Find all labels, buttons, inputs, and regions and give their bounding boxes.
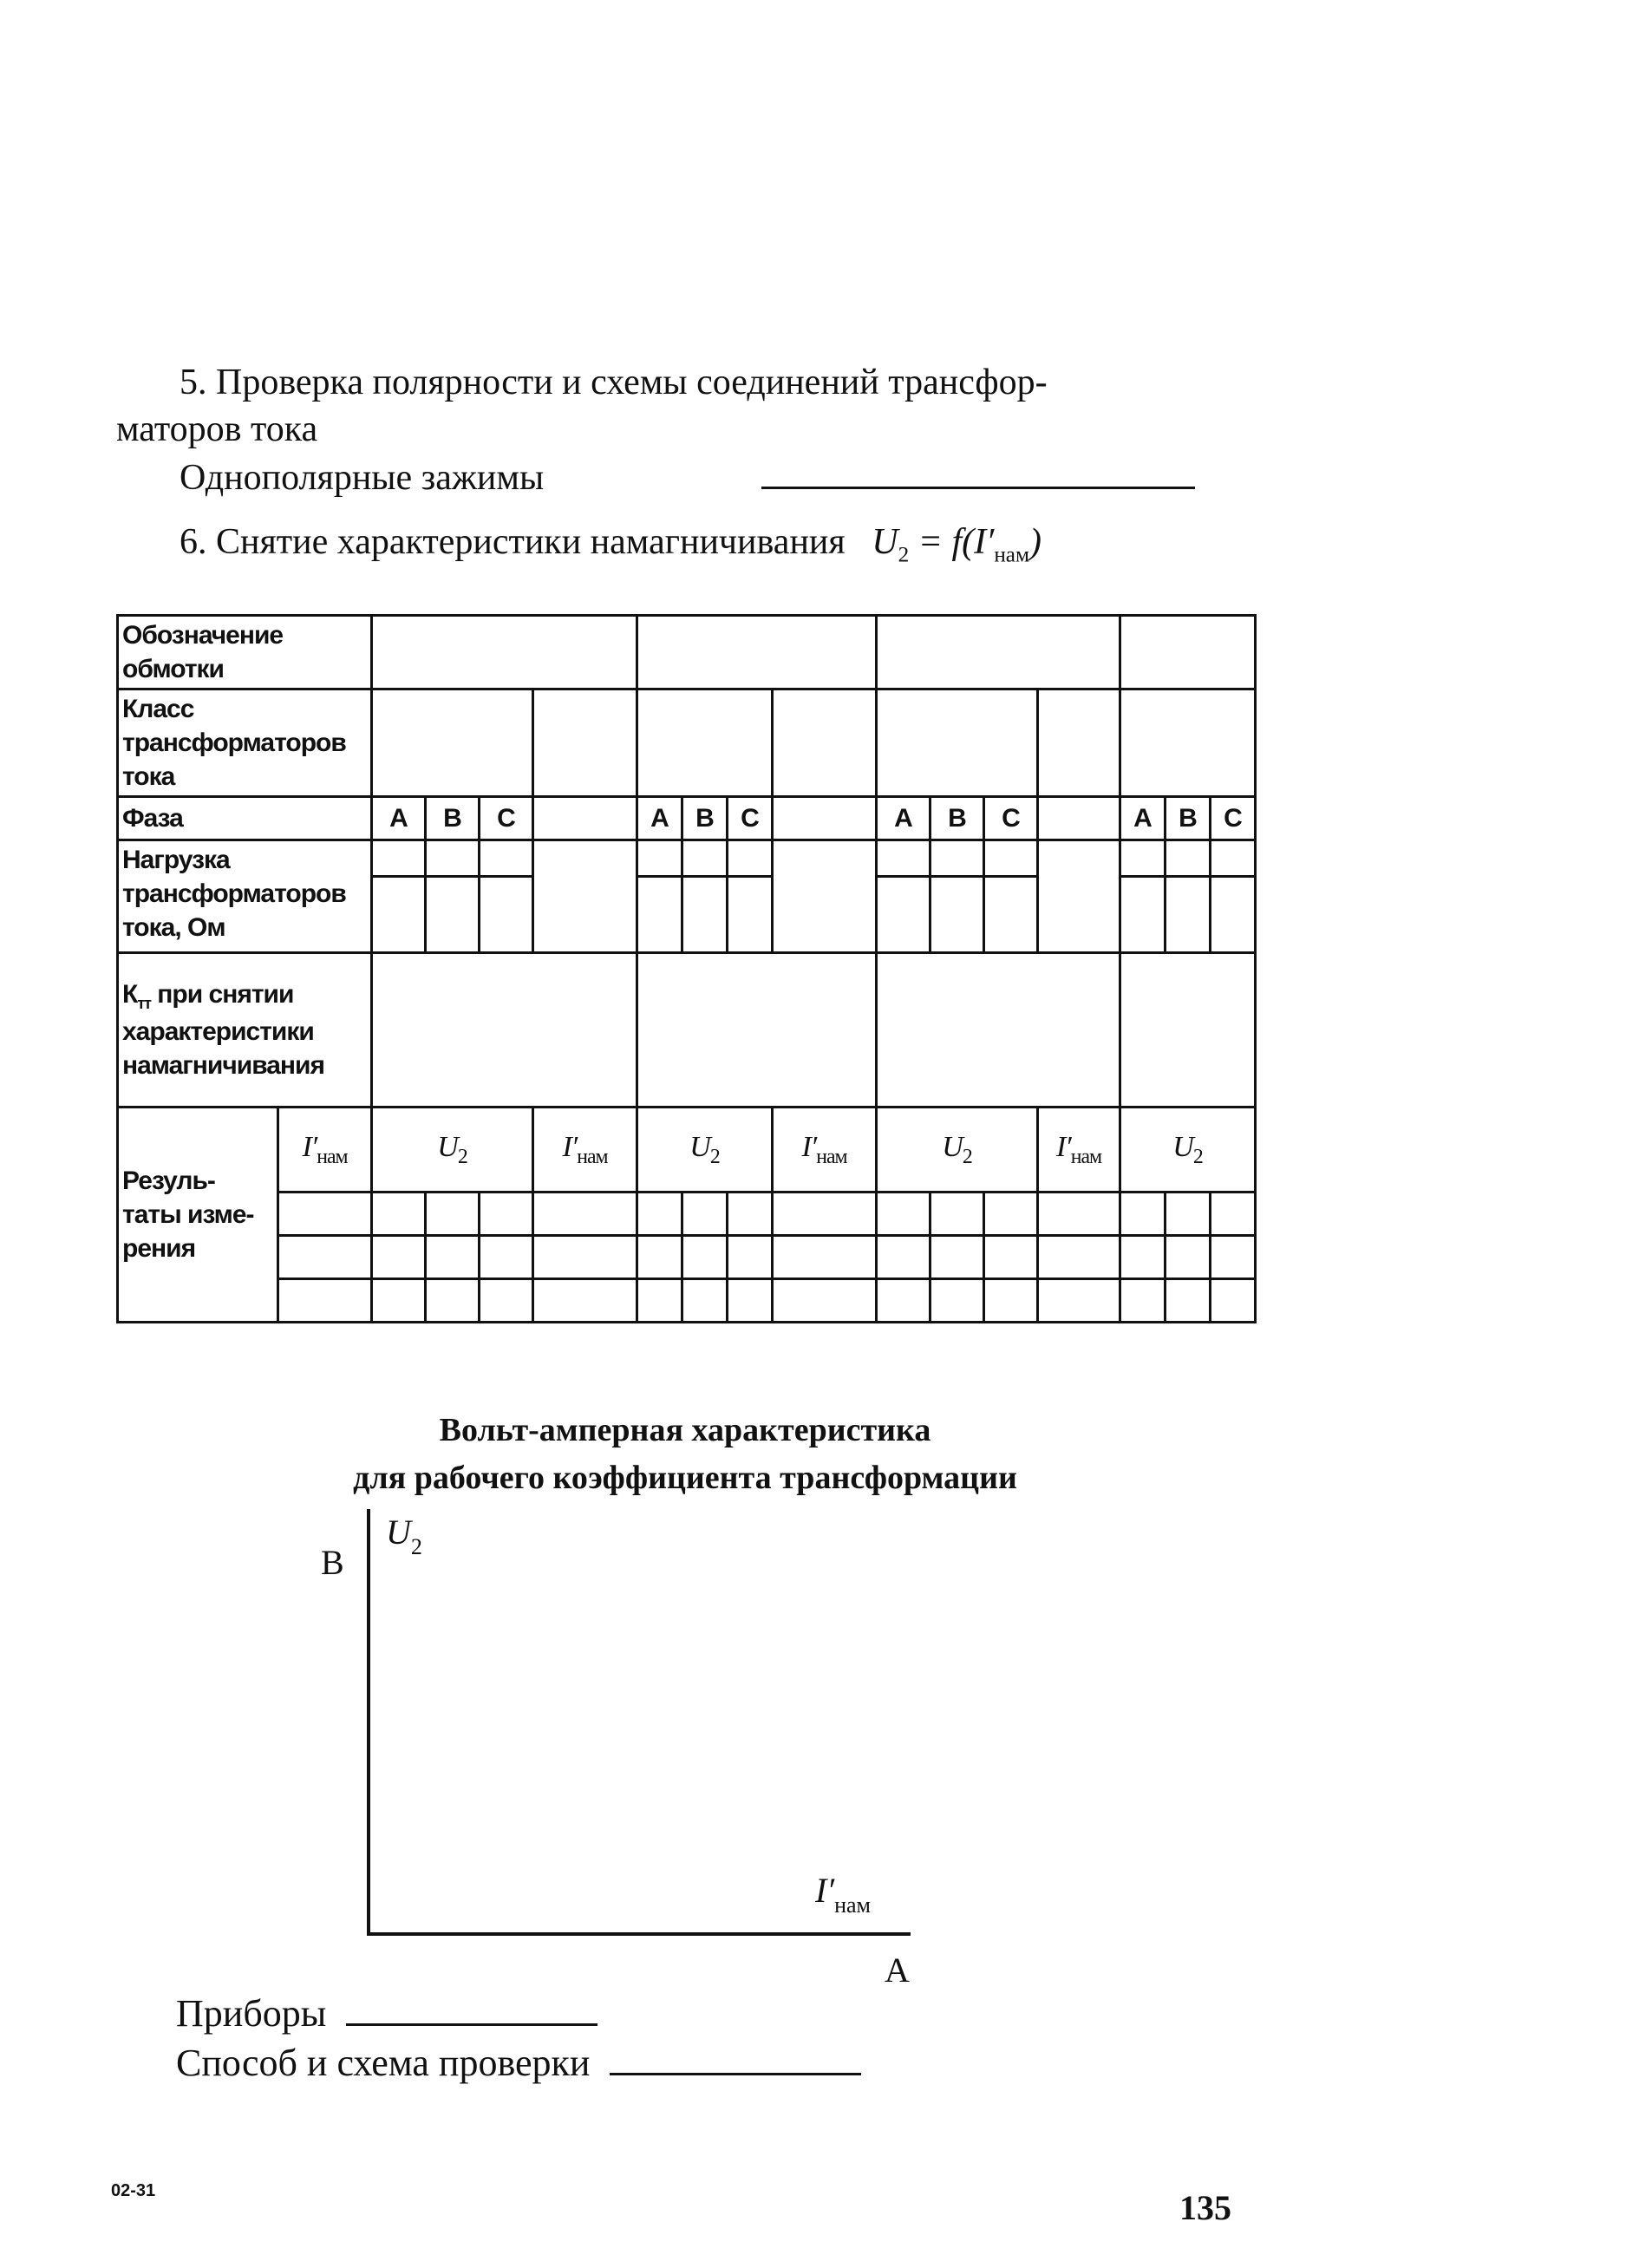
- result-cell[interactable]: [1120, 1279, 1166, 1323]
- phase-b-2: B: [682, 797, 728, 840]
- page-number: 135: [1179, 2188, 1231, 2227]
- result-cell[interactable]: [637, 1193, 682, 1236]
- winding-cell-1[interactable]: [372, 616, 637, 689]
- winding-label: Обозначение обмотки: [118, 616, 372, 689]
- load-cell[interactable]: [372, 840, 426, 877]
- method-label: Способ и схема проверки: [176, 2042, 591, 2084]
- volt-ampere-chart: [286, 1505, 945, 1990]
- phase-gap-3: [1038, 797, 1120, 840]
- winding-cell-2[interactable]: [637, 616, 877, 689]
- result-cell[interactable]: [773, 1279, 877, 1323]
- result-cell[interactable]: [930, 1193, 984, 1236]
- class-cell-2[interactable]: [637, 689, 773, 797]
- result-cell[interactable]: [1120, 1236, 1166, 1279]
- result-cell[interactable]: [1038, 1193, 1120, 1236]
- result-cell[interactable]: [637, 1236, 682, 1279]
- load-label: Нагрузка трансформаторов тока, Ом: [118, 840, 372, 953]
- result-cell[interactable]: [1211, 1193, 1256, 1236]
- unipolar-terminals-label: Однополярные зажимы: [180, 458, 545, 498]
- load-cell[interactable]: [637, 840, 682, 877]
- phase-b-4: B: [1166, 797, 1211, 840]
- results-label: Резуль-таты изме-рения: [118, 1108, 278, 1323]
- result-cell[interactable]: [930, 1236, 984, 1279]
- chart-title-line-2: для рабочего коэффициента трансформации: [353, 1460, 1017, 1497]
- result-cell[interactable]: [1166, 1236, 1211, 1279]
- instruments-blank[interactable]: [346, 2022, 597, 2026]
- load-cell[interactable]: [637, 877, 682, 953]
- result-cell[interactable]: [1166, 1193, 1211, 1236]
- ktt-label: $К_{тт}$ при снятии характеристики намагничивания: [118, 953, 372, 1108]
- i-nam-header-2: $I'_{нам}$: [533, 1108, 637, 1193]
- result-cell[interactable]: [533, 1193, 637, 1236]
- load-cell[interactable]: [728, 840, 773, 877]
- class-cell-2b[interactable]: [773, 689, 877, 797]
- chart-title: [260, 1407, 1110, 1502]
- ktt-cell-2[interactable]: [637, 953, 877, 1108]
- winding-cell-3[interactable]: [877, 616, 1120, 689]
- result-cell[interactable]: [1211, 1279, 1256, 1323]
- phase-c-1: C: [480, 797, 533, 840]
- phase-c-2: C: [728, 797, 773, 840]
- load-cell[interactable]: [1120, 840, 1166, 877]
- result-cell[interactable]: [728, 1279, 773, 1323]
- class-cell-3[interactable]: [877, 689, 1038, 797]
- load-cell[interactable]: [930, 840, 984, 877]
- load-gap: [1038, 840, 1120, 953]
- load-cell[interactable]: [1166, 877, 1211, 953]
- result-cell[interactable]: [480, 1279, 533, 1323]
- instruments-label: Приборы: [176, 1992, 327, 2035]
- load-cell[interactable]: [480, 877, 533, 953]
- load-cell[interactable]: [1211, 877, 1256, 953]
- phase-a-2: A: [637, 797, 682, 840]
- instruments-field: [176, 1993, 597, 2035]
- table-row-results-2: [118, 1236, 1256, 1279]
- y-axis-label: $U_2$: [386, 1513, 422, 1559]
- load-cell[interactable]: [426, 840, 480, 877]
- section-6-heading: [180, 522, 1041, 567]
- winding-cell-4[interactable]: [1120, 616, 1256, 689]
- result-cell[interactable]: [682, 1193, 728, 1236]
- phase-a-1: A: [372, 797, 426, 840]
- table-row-results-1: [118, 1193, 1256, 1236]
- x-unit-label: A: [885, 1951, 910, 1990]
- u2-header-3: $U_2$: [877, 1108, 1038, 1193]
- load-cell[interactable]: [877, 877, 930, 953]
- result-cell[interactable]: [1038, 1236, 1120, 1279]
- phase-c-3: C: [984, 797, 1038, 840]
- result-cell[interactable]: [682, 1279, 728, 1323]
- load-gap: [533, 840, 637, 953]
- unipolar-terminals-field: [180, 458, 1195, 498]
- table-row-winding: [118, 616, 1256, 689]
- result-cell[interactable]: [278, 1193, 372, 1236]
- load-cell[interactable]: [984, 877, 1038, 953]
- result-cell[interactable]: [278, 1279, 372, 1323]
- phase-label: Фаза: [118, 797, 372, 840]
- table-row-results-3: [118, 1279, 1256, 1323]
- table-row-class: [118, 689, 1256, 797]
- load-cell[interactable]: [1211, 840, 1256, 877]
- result-cell[interactable]: [480, 1193, 533, 1236]
- load-cell[interactable]: [682, 840, 728, 877]
- document-code: 02-31: [111, 2181, 156, 2200]
- method-blank[interactable]: [610, 2072, 861, 2075]
- result-cell[interactable]: [728, 1193, 773, 1236]
- load-cell[interactable]: [1120, 877, 1166, 953]
- result-cell[interactable]: [984, 1193, 1038, 1236]
- class-cell-3b[interactable]: [1038, 689, 1120, 797]
- ktt-cell-1[interactable]: [372, 953, 637, 1108]
- ktt-cell-4[interactable]: [1120, 953, 1256, 1108]
- section-5-line-2: маторов тока: [116, 409, 318, 449]
- result-cell[interactable]: [426, 1279, 480, 1323]
- result-cell[interactable]: [278, 1236, 372, 1279]
- load-cell[interactable]: [480, 840, 533, 877]
- u2-header-1: $U_2$: [372, 1108, 533, 1193]
- result-cell[interactable]: [930, 1279, 984, 1323]
- result-cell[interactable]: [426, 1236, 480, 1279]
- u2-header-2: $U_2$: [637, 1108, 773, 1193]
- phase-a-3: A: [877, 797, 930, 840]
- phase-gap-2: [773, 797, 877, 840]
- unipolar-terminals-blank[interactable]: [761, 486, 1195, 489]
- result-cell[interactable]: [773, 1236, 877, 1279]
- load-cell[interactable]: [930, 877, 984, 953]
- result-cell[interactable]: [533, 1279, 637, 1323]
- y-unit-label: B: [321, 1543, 344, 1582]
- load-cell[interactable]: [426, 877, 480, 953]
- load-gap: [773, 840, 877, 953]
- result-cell[interactable]: [1120, 1193, 1166, 1236]
- load-cell[interactable]: [984, 840, 1038, 877]
- result-cell[interactable]: [372, 1279, 426, 1323]
- table-row-results-header: [118, 1108, 1256, 1193]
- i-nam-header-4: $I'_{нам}$: [1038, 1108, 1120, 1193]
- result-cell[interactable]: [682, 1236, 728, 1279]
- phase-b-3: B: [930, 797, 984, 840]
- result-cell[interactable]: [728, 1236, 773, 1279]
- phase-a-4: A: [1120, 797, 1166, 840]
- section-6-title: 6. Снятие характеристики намагничивания: [180, 522, 846, 562]
- ktt-cell-3[interactable]: [877, 953, 1120, 1108]
- result-cell[interactable]: [1166, 1279, 1211, 1323]
- result-cell[interactable]: [533, 1236, 637, 1279]
- class-cell-4[interactable]: [1120, 689, 1256, 797]
- load-cell[interactable]: [682, 877, 728, 953]
- result-cell[interactable]: [984, 1279, 1038, 1323]
- result-cell[interactable]: [637, 1279, 682, 1323]
- chart-title-line-1: Вольт-амперная характеристика: [439, 1412, 931, 1448]
- result-cell[interactable]: [984, 1236, 1038, 1279]
- class-cell-1b[interactable]: [533, 689, 637, 797]
- class-label: Класс трансформаторов тока: [118, 689, 372, 797]
- result-cell[interactable]: [877, 1193, 930, 1236]
- result-cell[interactable]: [877, 1279, 930, 1323]
- table-row-phase: [118, 797, 1256, 840]
- u2-header-4: $U_2$: [1120, 1108, 1256, 1193]
- phase-c-4: C: [1211, 797, 1256, 840]
- result-cell[interactable]: [1038, 1279, 1120, 1323]
- i-nam-header-3: $I'_{нам}$: [773, 1108, 877, 1193]
- result-cell[interactable]: [773, 1193, 877, 1236]
- table-row-load-1: [118, 840, 1256, 877]
- load-cell[interactable]: [728, 877, 773, 953]
- result-cell[interactable]: [480, 1236, 533, 1279]
- x-axis-label: $I'_{нам}$: [815, 1871, 871, 1918]
- method-field: [176, 2042, 861, 2084]
- result-cell[interactable]: [372, 1193, 426, 1236]
- magnetization-formula: $U_2 = f(I'_{нам})$: [872, 522, 1041, 567]
- magnetization-table: [116, 614, 1257, 1323]
- phase-b-1: B: [426, 797, 480, 840]
- section-5-line-1: 5. Проверка полярности и схемы соединений трансфор-: [180, 363, 1048, 402]
- load-cell[interactable]: [877, 840, 930, 877]
- phase-gap-1: [533, 797, 637, 840]
- table-row-ktt: [118, 953, 1256, 1108]
- result-cell[interactable]: [1211, 1236, 1256, 1279]
- load-cell[interactable]: [372, 877, 426, 953]
- result-cell[interactable]: [372, 1236, 426, 1279]
- i-nam-header-1: $I'_{нам}$: [278, 1108, 372, 1193]
- load-cell[interactable]: [1166, 840, 1211, 877]
- result-cell[interactable]: [426, 1193, 480, 1236]
- result-cell[interactable]: [877, 1236, 930, 1279]
- class-cell-1[interactable]: [372, 689, 533, 797]
